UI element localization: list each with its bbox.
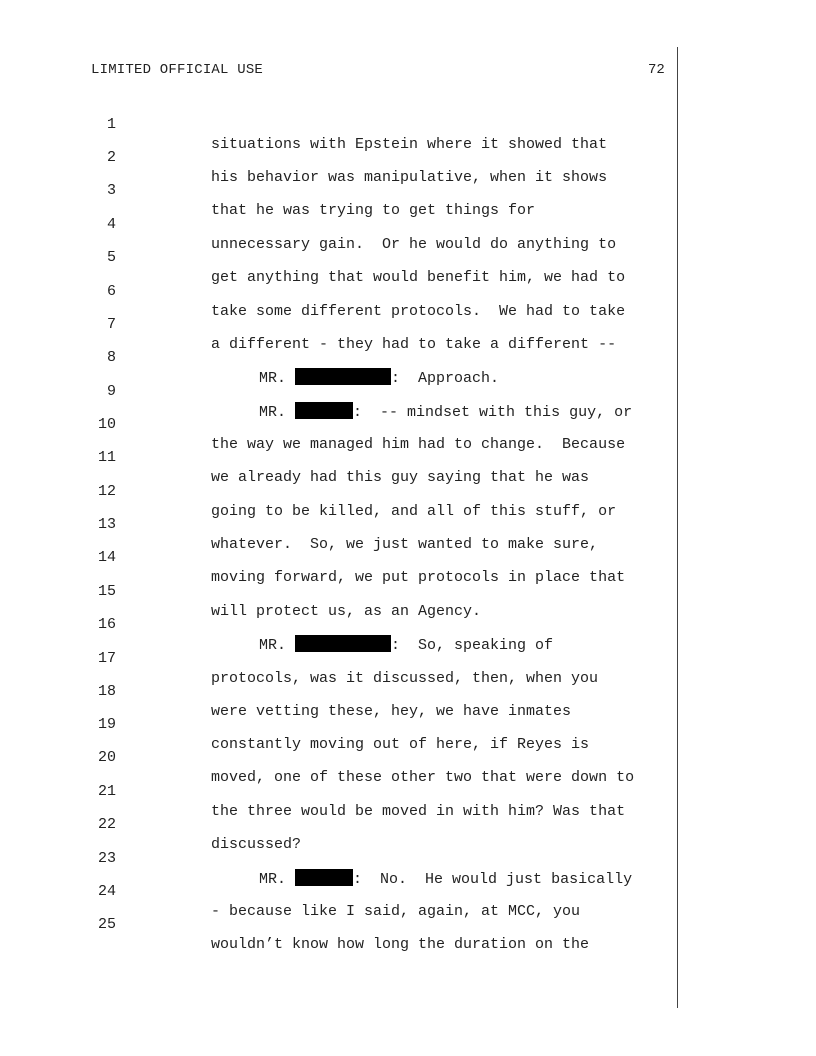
line-number: 20 [97,749,116,766]
transcript-line [0,562,816,620]
speaker-title: MR. [259,370,287,387]
line-text: going to be killed, and all of this stuff, or [211,503,617,520]
speaker-title: MR. [259,871,287,888]
line-number: 7 [106,316,116,333]
transcript-line [0,195,816,253]
line-text: the three would be moved in with him? Was that [211,803,626,820]
speaker-title: MR. [259,404,287,421]
transcript-line [0,829,816,888]
line-number: 18 [97,683,116,700]
line-text: - because like I said, again, at MCC, you [211,903,581,920]
line-text: : -- mindset with this guy, or [353,404,633,421]
speaker-title: MR. [259,637,287,654]
transcript-line [0,262,816,320]
transcript-line [0,728,816,786]
transcript-line [0,695,816,753]
transcript-line [0,295,816,353]
transcript-line [0,228,816,286]
transcript-line [0,662,816,720]
line-text: take some different protocols. We had to take [211,303,626,320]
line-number: 3 [106,182,116,199]
header-classification: LIMITED OFFICIAL USE [91,62,264,78]
transcript-line [0,762,816,820]
line-number: 1 [106,116,116,133]
line-number: 6 [106,283,116,300]
transcript-line [0,795,816,853]
line-text: a different - they had to take a different -- [211,336,617,353]
line-number: 24 [97,883,116,900]
line-text: get anything that would benefit him, we had to [211,269,626,286]
transcript-line [0,428,816,486]
line-number: 17 [97,650,116,667]
transcript-line [0,862,816,920]
line-text: : Approach. [391,370,500,387]
line-number: 10 [97,416,116,433]
line-number: 13 [97,516,116,533]
line-text: protocols, was it discussed, then, when you [211,670,599,687]
line-text: his behavior was manipulative, when it shows [211,169,608,186]
transcript-line [0,528,816,586]
line-number: 8 [106,349,116,366]
line-text: will protect us, as an Agency. [211,603,482,620]
line-text: moving forward, we put protocols in place that [211,569,626,586]
line-text: that he was trying to get things for [211,202,536,219]
transcript-line [0,629,816,687]
line-text: unnecessary gain. Or he would do anything to [211,236,617,253]
line-number: 22 [97,816,116,833]
page-number: 72 [648,62,665,78]
line-text: : So, speaking of [391,637,554,654]
transcript-line [0,395,816,453]
line-text: situations with Epstein where it showed that [211,136,608,153]
transcript-line [0,495,816,553]
line-number: 21 [97,783,116,800]
line-number: 5 [106,249,116,266]
line-text: we already had this guy saying that he was [211,469,590,486]
transcript-line [0,595,816,654]
transcript-line [0,95,816,153]
line-number: 25 [97,916,116,933]
transcript-line [0,328,816,387]
line-number: 4 [106,216,116,233]
line-text: constantly moving out of here, if Reyes is [211,736,590,753]
line-text: : No. He would just basically [353,871,633,888]
line-number: 11 [97,449,116,466]
line-number: 16 [97,616,116,633]
transcript-line [0,462,816,520]
transcript-line [0,362,816,421]
line-number: 14 [97,549,116,566]
line-number: 9 [106,383,116,400]
transcript-line [0,895,816,953]
transcript-line [0,128,816,186]
line-text: were vetting these, hey, we have inmates [211,703,572,720]
line-text: whatever. So, we just wanted to make sure, [211,536,599,553]
line-number: 2 [106,149,116,166]
line-number: 19 [97,716,116,733]
line-number: 23 [97,850,116,867]
line-number: 12 [97,483,116,500]
transcript-line [0,161,816,219]
line-text: wouldn’t know how long the duration on the [211,936,590,953]
line-text: the way we managed him had to change. Because [211,436,626,453]
line-text: discussed? [211,836,302,853]
line-text: moved, one of these other two that were down to [211,769,635,786]
line-number: 15 [97,583,116,600]
